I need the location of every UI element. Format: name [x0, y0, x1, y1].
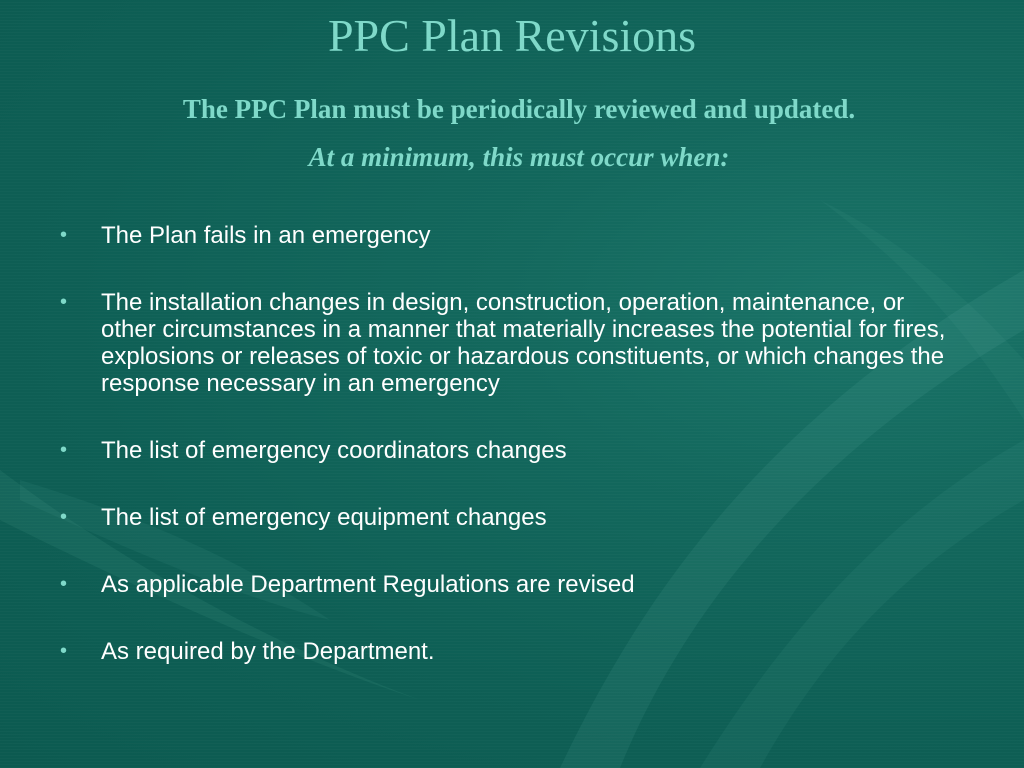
- slide-subtitle-line1: The PPC Plan must be periodically reviewed and updated.: [182, 94, 856, 124]
- bullet-item: [60, 571, 950, 598]
- bullet-text: As applicable Department Regulations are revised: [101, 571, 635, 598]
- slide-subtitle-line2: At a minimum, this must occur when:: [308, 142, 730, 172]
- bullet-dot-icon: •: [60, 439, 68, 461]
- bullet-text: As required by the Department.: [101, 638, 435, 665]
- slide-title: PPC Plan Revisions: [327, 10, 697, 61]
- bullet-dot-icon: •: [60, 291, 68, 313]
- bullet-item: [60, 504, 950, 531]
- bullet-text: The Plan fails in an emergency: [101, 222, 431, 249]
- bullet-dot-icon: •: [60, 506, 68, 528]
- bullet-list: [60, 222, 950, 705]
- bullet-item: [60, 437, 950, 464]
- bullet-item: [60, 638, 950, 665]
- bullet-item: [60, 222, 950, 249]
- bullet-dot-icon: •: [60, 640, 68, 662]
- bullet-dot-icon: •: [60, 224, 68, 246]
- bullet-text: The list of emergency coordinators changes: [101, 437, 567, 464]
- bullet-item: [60, 289, 950, 397]
- bullet-text: The installation changes in design, construction, operation, maintenance, or other circumstances in a manner that materially increases the potential for fires, explosions or releases of toxic or hazardous constituents, or which changes the response necessary in an emergency: [101, 289, 946, 397]
- bullet-dot-icon: •: [60, 573, 68, 595]
- bullet-text: The list of emergency equipment changes: [101, 504, 547, 531]
